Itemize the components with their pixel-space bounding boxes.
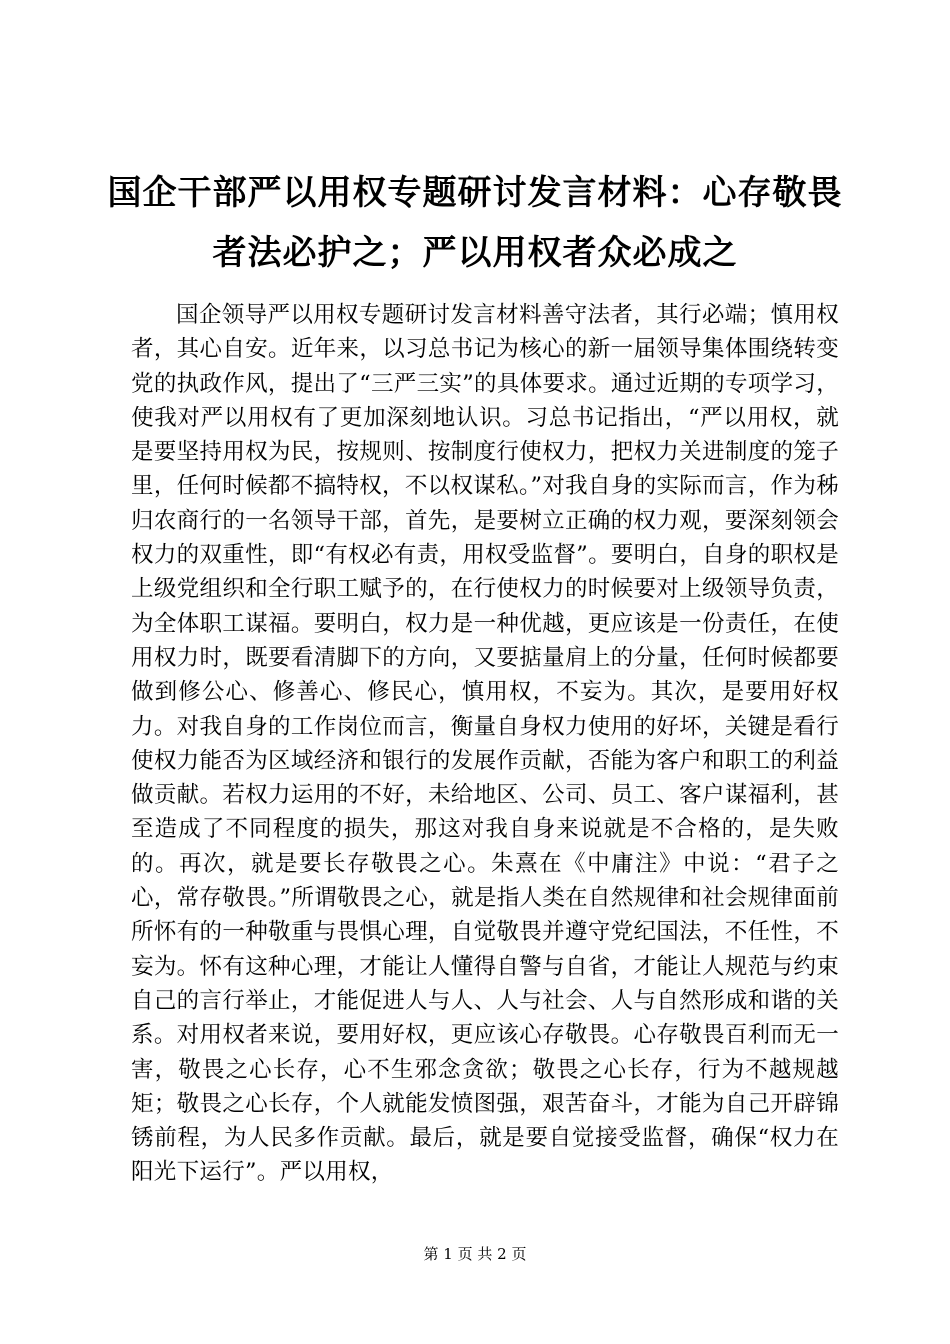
page-number-footer: 第 1 页 共 2 页: [423, 1245, 527, 1263]
document-body-paragraph: 国企领导严以用权专题研讨发言材料善守法者，其行必端；慎用权者，其心自安。近年来，以习总书记为核心的新一届领导集体围绕转变党的执政作风，提出了“三严三实”的具体要求。通过近期的专项学习，使我对严以用权有了更加深刻地认识。习总书记指出，“严以用权，就是要坚持用权为民，按规则、按制度行使权力，把权力关进制度的笼子里，任何时候都不搞特权，不以权谋私。”对我自身的实际而言，作为秭归农商行的一名领导干部，首先，是要树立正确的权力观，要深刻领会权力的双重性，即“有权必有责，用权受监督”。要明白，自身的职权是上级党组织和全行职工赋予的，在行使权力的时候要对上级领导负责，为全体职工谋福。要明白，权力是一种优越，更应该是一份责任，在使用权力时，既要看清脚下的方向，又要掂量肩上的分量，任何时候都要做到修公心、修善心、修民心，慎用权，不妄为。其次，是要用好权力。对我自身的工作岗位而言，衡量自身权力使用的好坏，关键是看行使权力能否为区域经济和银行的发展作贡献，否能为客户和职工的利益做贡献。若权力运用的不好，未给地区、公司、员工、客户谋福利，甚至造成了不同程度的损失，那这对我自身来说就是不合格的，是失败的。再次，就是要长存敬畏之心。朱熹在《中庸注》中说：“君子之心，常存敬畏。”所谓敬畏之心，就是指人类在自然规律和社会规律面前所怀有的一种敬重与畏惧心理，自觉敬畏并遵守党纪国法，不任性，不妄为。怀有这种心理，才能让人懂得自警与自省，才能让人规范与约束自己的言行举止，才能促进人与人、人与社会、人与自然形成和谐的关系。对用权者来说，要用好权，更应该心存敬畏。心存敬畏百利而无一害，敬畏之心长存，心不生邪念贪欲；敬畏之心长存，行为不越规越矩；敬畏之心长存，个人就能发愤图强，艰苦奋斗，才能为自己开辟锦锈前程，为人民多作贡献。最后，就是要自觉接受监督，确保“权力在阳光下运行”。严以用权，: [131, 302, 839, 1186]
document-title: 国企干部严以用权专题研讨发言材料：心存敬畏者法必护之；严以用权者众必成之: [107, 173, 843, 273]
